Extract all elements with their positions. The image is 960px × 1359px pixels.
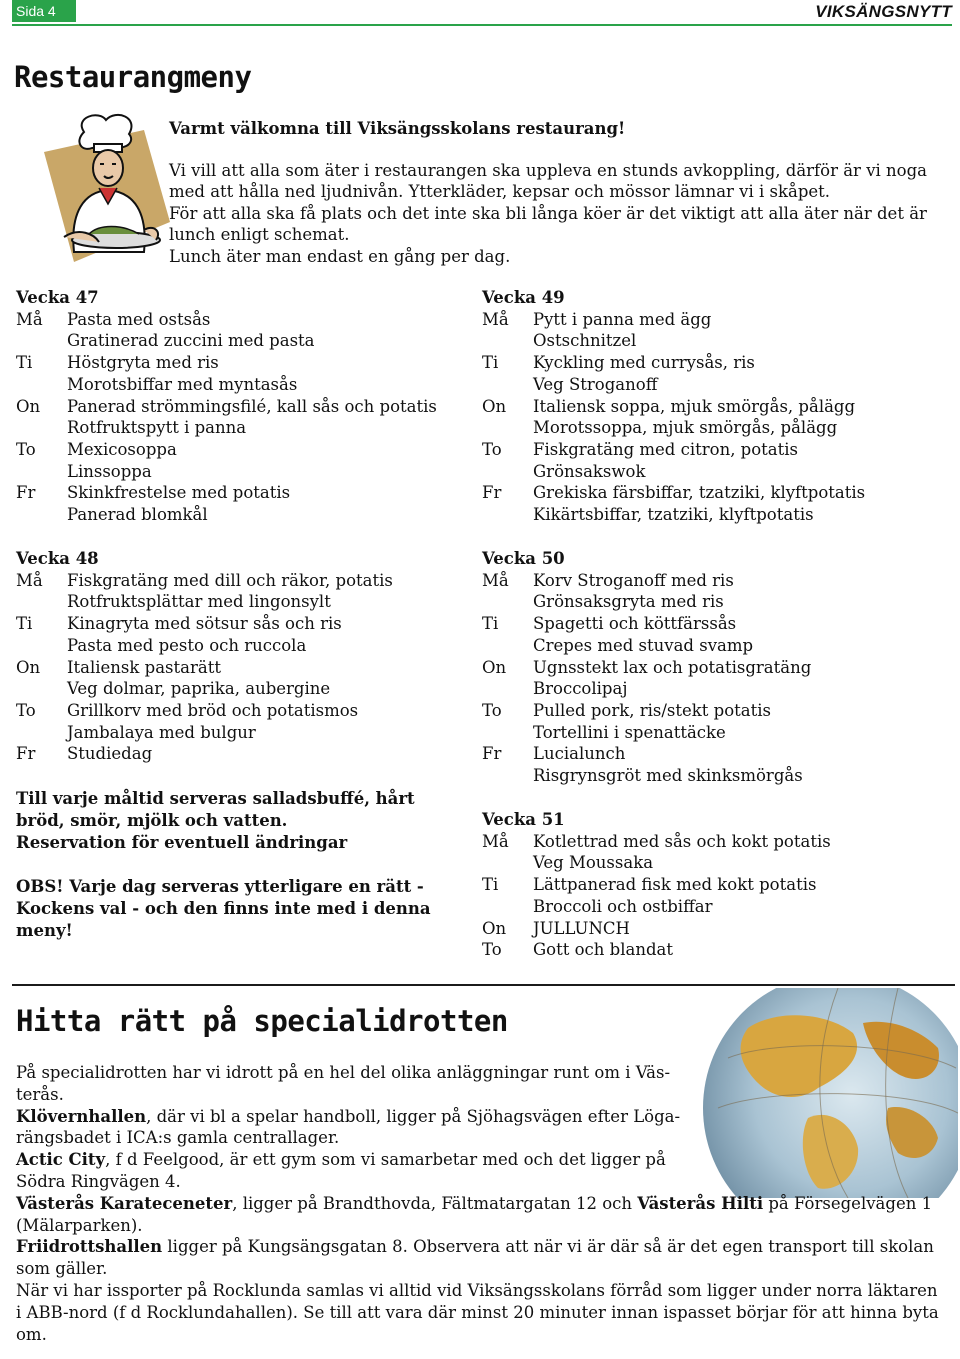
menu-row: [16, 743, 393, 765]
weekday-label: On: [482, 396, 507, 416]
menu-row: [16, 613, 393, 635]
weekday-label: Ti: [482, 353, 499, 373]
sport-paragraph: På specialidrotten har vi idrott på en hel del olika anläggningar runt om i Väs-: [16, 1063, 671, 1082]
dish-name: Veg dolmar, paprika, aubergine: [67, 679, 331, 699]
menu-row: [482, 896, 831, 918]
obs-note: OBS! Varje dag serveras ytterligare en rätt -: [16, 877, 424, 896]
dish-name: Skinkfrestelse med potatis: [67, 483, 291, 503]
week-title: Vecka 49: [482, 288, 565, 307]
dish-name: Morotssoppa, mjuk smörgås, pålägg: [533, 418, 838, 438]
dish-name: Broccoli och ostbiffar: [533, 896, 713, 916]
dish-name: Kotlettrad med sås och kokt potatis: [533, 831, 831, 851]
weekday-label: Ti: [482, 614, 499, 634]
sport-paragraph: terås.: [16, 1084, 64, 1104]
dish-name: Linssoppa: [67, 461, 152, 481]
menu-row: [482, 743, 811, 765]
week-48-menu: [16, 548, 393, 765]
weekday-label: [16, 678, 67, 700]
dish-name: Lättpanerad fisk med kokt potatis: [533, 875, 817, 895]
chef-illustration: [44, 112, 170, 262]
menu-row: [16, 700, 393, 722]
weekday-label: To: [482, 439, 502, 459]
actic-name: Actic City: [16, 1150, 106, 1170]
weekday-label: Må: [482, 570, 509, 590]
dish-name: Crepes med stuvad svamp: [533, 635, 754, 655]
weekday-label: Må: [16, 309, 43, 329]
friidrott-name: Friidrottshallen: [16, 1237, 163, 1257]
restaurant-intro: [169, 118, 939, 267]
menu-row: [482, 570, 811, 592]
weekday-label: [482, 896, 533, 918]
menu-row: [482, 678, 811, 700]
hilti-name: Västerås Hilti: [637, 1193, 764, 1213]
menu-row: [482, 309, 865, 331]
dish-name: Ostschnitzel: [533, 331, 637, 351]
weekday-label: To: [482, 940, 502, 960]
menu-row: [482, 852, 831, 874]
weekday-label: [482, 461, 533, 483]
weekday-label: Fr: [482, 744, 502, 764]
menu-row: [16, 570, 393, 592]
weekday-label: To: [16, 439, 36, 459]
reservation-note: Reservation för eventuell ändringar: [16, 833, 348, 852]
weekday-label: On: [16, 396, 41, 416]
week-title: Vecka 50: [482, 549, 565, 568]
dish-name: Studiedag: [67, 744, 153, 764]
rocklunda-line: i ABB-nord (f d Rocklundahallen). Se till att vara där minst 20 minuter innan ispasset börjar för att hinna byta: [16, 1302, 939, 1322]
week-title: Vecka 51: [482, 810, 565, 829]
dish-name: Fiskgratäng med citron, potatis: [533, 439, 799, 459]
menu-row: [16, 330, 437, 352]
menu-row: [482, 591, 811, 613]
menu-row: [16, 417, 437, 439]
menu-row: [16, 657, 393, 679]
weekday-label: [16, 635, 67, 657]
weekday-label: [482, 722, 533, 744]
menu-row: [482, 700, 811, 722]
dish-name: Grönsakswok: [533, 461, 646, 481]
klovernhallen-name: Klövernhallen: [16, 1106, 147, 1126]
menu-row: [16, 396, 437, 418]
menu-notes: [16, 788, 431, 942]
newsletter-brand: VIKSÄNGSNYTT: [815, 2, 952, 21]
welcome-line: Varmt välkomna till Viksängsskolans restaurang!: [169, 119, 626, 138]
weekday-label: Fr: [16, 744, 36, 764]
week-title: Vecka 48: [16, 549, 99, 568]
dish-name: Mexicosoppa: [67, 439, 177, 459]
menu-row: [482, 831, 831, 853]
dish-name: Grönsaksgryta med ris: [533, 592, 724, 612]
menu-row: [16, 591, 393, 613]
dish-name: Spagetti och köttfärssås: [533, 614, 737, 634]
friidrott-line: som gäller.: [16, 1259, 108, 1279]
menu-row: [16, 461, 437, 483]
intro-line: Lunch äter man endast en gång per dag.: [169, 246, 511, 266]
menu-row: [482, 613, 811, 635]
dish-name: Italiensk pastarätt: [67, 657, 221, 677]
menu-row: [482, 396, 865, 418]
menu-row: [482, 330, 865, 352]
obs-note: Kockens val - och den finns inte med i denna: [16, 899, 431, 918]
weekday-label: [482, 852, 533, 874]
intro-line: Vi vill att alla som äter i restaurangen ska uppleva en stunds avkoppling, därför är vi noga: [169, 160, 927, 180]
dish-name: Broccolipaj: [533, 679, 628, 699]
week-50-menu: [482, 548, 811, 787]
dish-name: Morotsbiffar med myntasås: [67, 374, 298, 394]
menu-row: [482, 765, 811, 787]
menu-row: [16, 722, 393, 744]
dish-name: Kyckling med currysås, ris: [533, 353, 755, 373]
menu-row: [482, 374, 865, 396]
rocklunda-line: När vi har issporter på Rocklunda samlas vi alltid vid Viksängsskolans förråd som ligger under norra läktaren: [16, 1280, 938, 1300]
weekday-label: [482, 330, 533, 352]
dish-name: Veg Stroganoff: [533, 374, 658, 394]
week-title: Vecka 47: [16, 288, 99, 307]
weekday-label: [482, 635, 533, 657]
dish-name: Korv Stroganoff med ris: [533, 570, 734, 590]
dish-name: Jambalaya med bulgur: [67, 722, 256, 742]
dish-name: Rotfruktspytt i panna: [67, 418, 247, 438]
dish-name: JULLUNCH: [533, 918, 630, 938]
dish-name: Grekiska färsbiffar, tzatziki, klyftpotatis: [533, 483, 866, 503]
dish-name: Tortellini i spenattäcke: [533, 722, 726, 742]
weekday-label: Må: [16, 570, 43, 590]
actic-line: Södra Ringvägen 4.: [16, 1171, 181, 1191]
dish-name: Fiskgratäng med dill och räkor, potatis: [67, 570, 393, 590]
dish-name: Kinagryta med sötsur sås och ris: [67, 614, 342, 634]
salad-note: bröd, smör, mjölk och vatten.: [16, 811, 288, 830]
weekday-label: [16, 504, 67, 526]
menu-row: [16, 482, 437, 504]
weekday-label: [482, 374, 533, 396]
dish-name: Gratinerad zuccini med pasta: [67, 331, 315, 351]
actic-line: Actic City, f d Feelgood, är ett gym som vi samarbetar med och det ligger på: [16, 1150, 666, 1170]
menu-row: [482, 657, 811, 679]
sport-body: [16, 1062, 939, 1345]
klovernhallen-line: Klövernhallen, där vi bl a spelar handboll, ligger på Sjöhagsvägen efter Löga-: [16, 1106, 681, 1126]
menu-row: [482, 461, 865, 483]
weekday-label: Ti: [16, 614, 33, 634]
section-divider: [12, 984, 955, 986]
rocklunda-line: om.: [16, 1324, 47, 1344]
sport-title: Hitta rätt på specialidrotten: [16, 1004, 508, 1038]
dish-name: Ugnsstekt lax och potatisgratäng: [533, 657, 812, 677]
obs-note: meny!: [16, 921, 73, 940]
karate-line: Västerås Karateceneter, ligger på Brandthovda, Fältmatargatan 12 och Västerås Hilti på Försegelvägen 1: [16, 1193, 933, 1213]
weekday-label: Ti: [482, 875, 499, 895]
dish-name: Lucialunch: [533, 744, 626, 764]
dish-name: Gott och blandat: [533, 940, 674, 960]
weekday-label: [482, 678, 533, 700]
weekday-label: [482, 591, 533, 613]
salad-note: Till varje måltid serveras salladsbuffé, hårt: [16, 789, 415, 808]
friidrott-line: Friidrottshallen ligger på Kungsängsgatan 8. Observera att när vi är där så är det egen transport till skolan: [16, 1237, 934, 1257]
dish-name: Panerad blomkål: [67, 505, 208, 525]
weekday-label: Må: [482, 309, 509, 329]
weekday-label: Fr: [482, 483, 502, 503]
dish-name: Kikärtsbiffar, tzatziki, klyftpotatis: [533, 505, 814, 525]
weekday-label: [482, 765, 533, 787]
page-number: Sida 4: [12, 0, 76, 22]
dish-name: Rotfruktsplättar med lingonsylt: [67, 592, 331, 612]
dish-name: Höstgryta med ris: [67, 353, 219, 373]
menu-row: [16, 352, 437, 374]
menu-row: [16, 635, 393, 657]
menu-row: [482, 504, 865, 526]
dish-name: Panerad strömmingsfilé, kall sås och potatis: [67, 396, 437, 416]
intro-line: lunch enligt schemat.: [169, 225, 350, 244]
menu-row: [482, 352, 865, 374]
karate-name: Västerås Karateceneter: [16, 1193, 233, 1213]
dish-name: Risgrynsgröt med skinksmörgås: [533, 766, 803, 786]
dish-name: Pasta med pesto och ruccola: [67, 635, 307, 655]
intro-line: med att hålla ned ljudnivån. Ytterkläder, kepsar och mössor lämnar vi i skåpet.: [169, 182, 831, 201]
weekday-label: On: [16, 657, 41, 677]
weekday-label: On: [482, 918, 507, 938]
menu-row: [482, 439, 865, 461]
menu-row: [482, 722, 811, 744]
dish-name: Veg Moussaka: [533, 853, 654, 873]
menu-row: [482, 417, 865, 439]
weekday-label: [16, 374, 67, 396]
klovernhallen-line: rängsbadet i ICA:s gamla centrallager.: [16, 1128, 340, 1148]
weekday-label: Fr: [16, 483, 36, 503]
menu-row: [16, 504, 437, 526]
karate-line: (Mälarparken).: [16, 1215, 143, 1235]
dish-name: Grillkorv med bröd och potatismos: [67, 700, 359, 720]
menu-row: [482, 874, 831, 896]
weekday-label: Ti: [16, 353, 33, 373]
header-rule: [12, 24, 952, 26]
weekday-label: [16, 591, 67, 613]
menu-row: [16, 439, 437, 461]
weekday-label: To: [482, 700, 502, 720]
weekday-label: Må: [482, 831, 509, 851]
weekday-label: [482, 417, 533, 439]
weekday-label: [16, 722, 67, 744]
weekday-label: On: [482, 657, 507, 677]
week-51-menu: [482, 809, 831, 961]
dish-name: Pytt i panna med ägg: [533, 309, 712, 329]
dish-name: Italiensk soppa, mjuk smörgås, pålägg: [533, 396, 856, 416]
week-47-menu: [16, 287, 437, 526]
weekday-label: To: [16, 700, 36, 720]
menu-row: [482, 635, 811, 657]
menu-row: [482, 939, 831, 961]
intro-line: För att alla ska få plats och det inte ska bli långa köer är det viktigt att alla äter när det är: [169, 203, 927, 223]
menu-row: [16, 678, 393, 700]
menu-row: [16, 309, 437, 331]
menu-row: [482, 482, 865, 504]
weekday-label: [16, 417, 67, 439]
restaurant-title: Restaurangmeny: [14, 60, 252, 94]
weekday-label: [16, 461, 67, 483]
dish-name: Pulled pork, ris/stekt potatis: [533, 700, 771, 720]
dish-name: Pasta med ostsås: [67, 309, 211, 329]
week-49-menu: [482, 287, 865, 526]
weekday-label: [482, 504, 533, 526]
menu-row: [16, 374, 437, 396]
menu-row: [482, 918, 831, 940]
weekday-label: [16, 330, 67, 352]
